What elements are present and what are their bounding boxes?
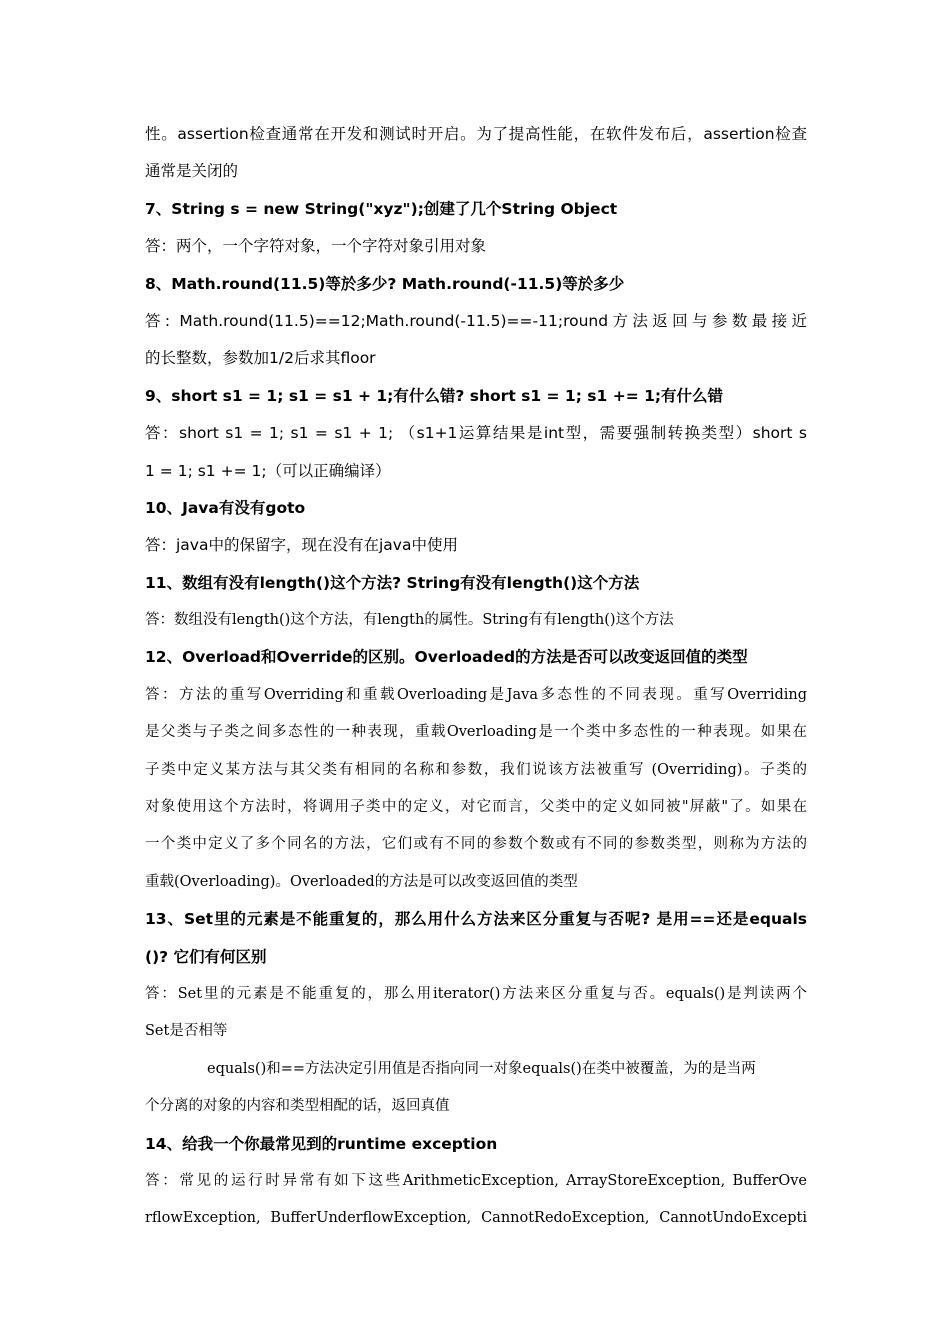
answer-line: 答：方法的重写Overriding和重载Overloading是Java多态性的不同表现。重写Overriding	[145, 686, 807, 703]
answer-line: Set是否相等	[145, 1023, 228, 1040]
answer-line: 答：Set里的元素是不能重复的，那么用iterator()方法来区分重复与否。equals()是判读两个	[145, 985, 807, 1002]
answer-line: 答：short s1 = 1; s1 = s1 + 1; （s1+1运算结果是int型，需要强制转换类型）short s	[145, 424, 807, 443]
answer-line: equals()和==方法决定引用值是否指向同一对象equals()在类中被覆盖，为的是当两	[207, 1060, 756, 1077]
question-heading: ()? 它们有何区别	[145, 947, 267, 966]
answer-line: 一个类中定义了多个同名的方法，它们或有不同的参数个数或有不同的参数类型，则称为方法的	[145, 836, 807, 853]
answer-line: 子类中定义某方法与其父类有相同的名称和参数，我们说该方法被重写 (Overriding)。子类的	[145, 761, 807, 778]
answer-line: 是父类与子类之间多态性的一种表现，重载Overloading是一个类中多态性的一种表现。如果在	[145, 724, 807, 741]
question-heading: 12、Overload和Override的区别。Overloaded的方法是否可以改变返回值的类型	[145, 648, 748, 667]
answer-line: 答：常见的运行时异常有如下这些ArithmeticException, ArrayStoreException, BufferOve	[145, 1172, 807, 1189]
question-heading: 14、给我一个你最常见到的runtime exception	[145, 1134, 498, 1153]
question-heading: 11、数组有没有length()这个方法? String有没有length()这个方法	[145, 573, 640, 592]
answer-line: 答：两个，一个字符对象，一个字符对象引用对象	[145, 237, 487, 256]
answer-line: 对象使用这个方法时，将调用子类中的定义，对它而言，父类中的定义如同被"屏蔽"了。如果在	[145, 799, 807, 816]
answer-line: 重载(Overloading)。Overloaded的方法是可以改变返回值的类型	[145, 873, 578, 890]
document-page	[145, 116, 807, 1238]
answer-line: 个分离的对象的内容和类型相配的话，返回真值	[145, 1098, 450, 1115]
answer-line: 答: Math.round(11.5)==12;Math.round(-11.5)==-11;round方法返回与参数最接近	[145, 311, 807, 330]
question-heading: 8、Math.round(11.5)等於多少? Math.round(-11.5)等於多少	[145, 274, 625, 293]
question-heading: 7、String s = new String("xyz");创建了几个String Object	[145, 199, 618, 218]
answer-line: 1 = 1; s1 += 1;（可以正确编译）	[145, 461, 391, 480]
text-line: 性。assertion检查通常在开发和测试时开启。为了提高性能，在软件发布后，assertion检查	[145, 125, 807, 143]
answer-line: 答：java中的保留字，现在没有在java中使用	[145, 536, 458, 555]
answer-line: 的长整数，参数加1/2后求其floor	[145, 349, 376, 368]
question-heading: 13、Set里的元素是不能重复的，那么用什么方法来区分重复与否呢? 是用==还是equals	[145, 910, 807, 929]
question-heading: 9、short s1 = 1; s1 = s1 + 1;有什么错? short s1 = 1; s1 += 1;有什么错	[145, 386, 724, 405]
text-line: 通常是关闭的	[145, 162, 239, 181]
answer-line: rflowException, BufferUnderflowException, CannotRedoException, CannotUndoExcepti	[145, 1210, 807, 1227]
answer-line: 答：数组没有length()这个方法，有length的属性。String有有length()这个方法	[145, 612, 674, 629]
question-heading: 10、Java有没有goto	[145, 498, 306, 517]
